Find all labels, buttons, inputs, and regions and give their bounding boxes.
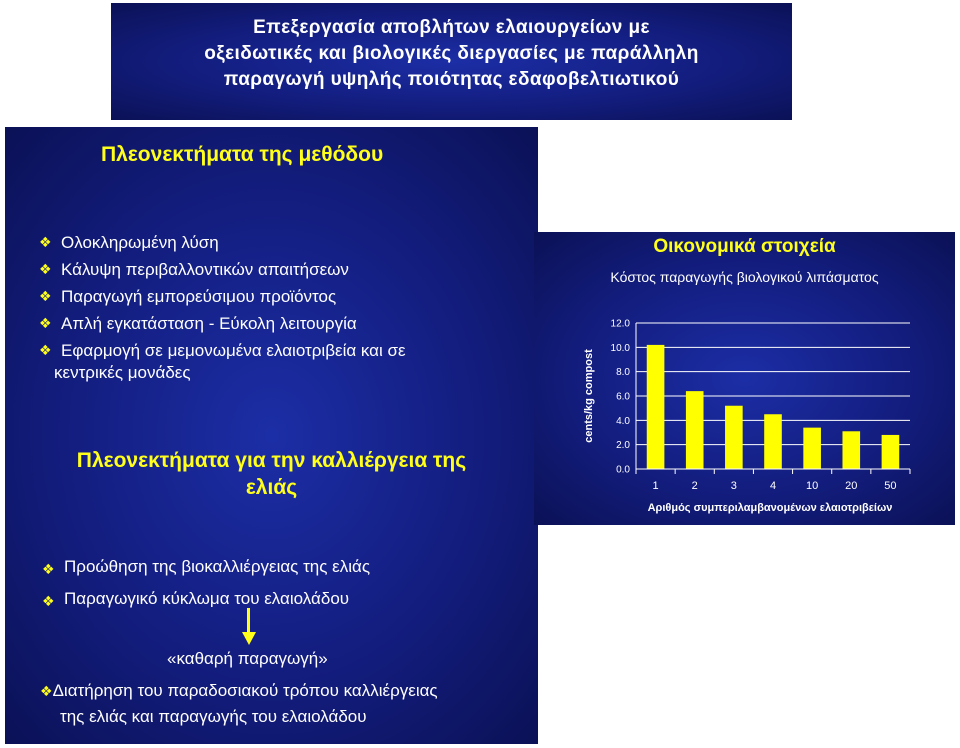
olive-heading-line-1: Πλεονεκτήματα για την καλλιέργεια της [76,449,467,472]
bar [725,406,743,469]
olive-heading-line-2: ελιάς [245,476,298,499]
list-item: ❖ Εφαρμογή σε μεμονωμένα ελαιοτριβεία και σε [37,337,406,364]
banner-title [111,15,792,93]
y-tick-label: 4.0 [616,415,630,427]
list-item: ❖ Παραγωγή εμπορεύσιμου προϊόντος [37,283,406,310]
title-banner [111,3,792,120]
chart-title: Κόστος παραγωγής βιολογικού λιπάσματος [610,269,879,285]
economic-data-panel [534,232,955,525]
bar [764,414,782,469]
diamond-bullet-icon: ❖ [39,315,52,331]
y-tick-label: 6.0 [616,391,630,403]
y-tick-label: 10.0 [610,342,630,354]
bar [842,431,860,469]
list-item: ❖ Απλή εγκατάσταση - Εύκολη λειτουργία [37,310,406,337]
diamond-bullet-icon: ❖ [40,683,53,699]
x-tick-label: 10 [806,480,819,492]
method-advantages-heading: Πλεονεκτήματα της μεθόδου [101,143,384,166]
tradition-item-continuation: της ελιάς και παραγωγής του ελαιολάδου [60,707,367,726]
x-axis-title: Αριθμός συμπεριλαμβανομένων ελαιοτριβείων [647,502,893,514]
method-advantages-list [37,229,406,364]
olive-advantages-list [40,551,370,615]
x-tick-label: 20 [845,480,858,492]
clean-production-quote: «καθαρή παραγωγή» [167,649,328,668]
bar-chart [534,232,955,525]
x-tick-label: 2 [691,480,698,492]
list-item: ❖ Κάλυψη περιβαλλοντικών απαιτήσεων [37,256,406,283]
diamond-bullet-icon: ❖ [42,593,55,609]
tradition-item: ❖Διατήρηση του παραδοσιακού τρόπου καλλιέργειας [40,681,438,700]
bar [882,435,900,469]
economic-data-heading: Οικονομικά στοιχεία [653,236,836,257]
y-tick-label: 2.0 [616,440,630,452]
x-tick-label: 1 [652,480,659,492]
diamond-bullet-icon: ❖ [39,261,52,277]
bar [647,345,665,469]
x-tick-label: 3 [730,480,737,492]
banner-title-line-2: οξειδωτικές και βιολογικές διεργασίες με παράλληλη [204,43,699,64]
olive-advantages-heading [5,447,538,501]
list-item: ❖ Ολοκληρωμένη λύση [37,229,406,256]
x-tick-label: 50 [884,480,897,492]
down-arrow-icon [242,608,256,646]
advantages-panel [5,127,538,744]
list-item: ❖ Παραγωγικό κύκλωμα του ελαιολάδου [40,583,370,615]
y-tick-label: 8.0 [616,367,630,379]
banner-title-line-1: Επεξεργασία αποβλήτων ελαιουργείων με [253,17,650,38]
list-item: ❖ Προώθηση της βιοκαλλιέργειας της ελιάς [40,551,370,583]
bar [803,428,821,469]
diamond-bullet-icon: ❖ [39,234,52,250]
bullet-continuation: κεντρικές μονάδες [54,363,191,382]
y-tick-label: 0.0 [616,464,630,476]
diamond-bullet-icon: ❖ [42,561,55,577]
y-axis-title: cents/kg compost [583,349,595,443]
diamond-bullet-icon: ❖ [39,288,52,304]
bar [686,391,704,469]
y-tick-label: 12.0 [610,318,630,330]
banner-title-line-3: παραγωγή υψηλής ποιότητας εδαφοβελτιωτικού [223,69,680,90]
diamond-bullet-icon: ❖ [39,342,52,358]
x-tick-label: 4 [769,480,777,492]
